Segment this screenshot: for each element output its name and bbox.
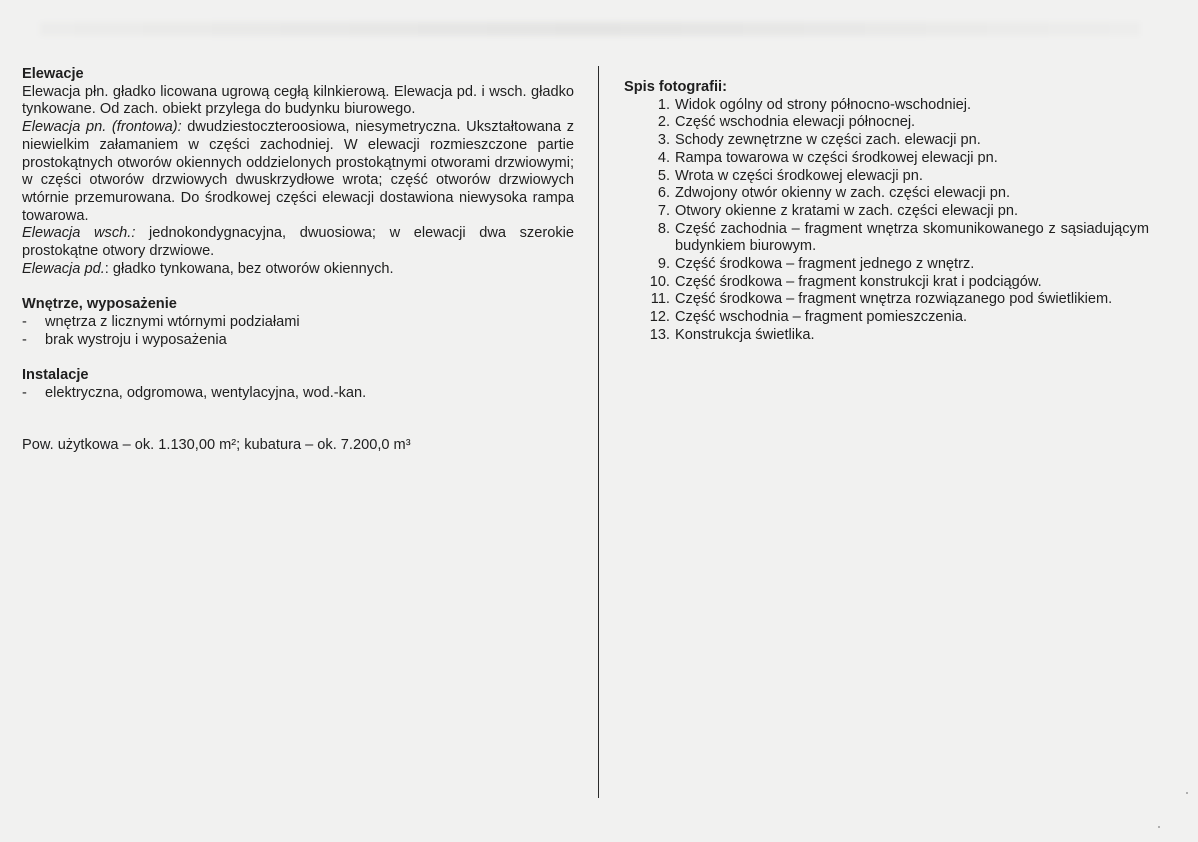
photo-caption: Schody zewnętrzne w części zach. elewacji pn. xyxy=(675,132,981,149)
elewacja-wsch-label: Elewacja wsch.: xyxy=(22,225,136,242)
photo-number: 11. xyxy=(650,291,670,308)
scan-speck xyxy=(1186,792,1188,794)
elewacja-pd-paragraph xyxy=(22,261,574,279)
photo-number: 7. xyxy=(657,202,670,219)
instalacje-heading: Instalacje xyxy=(22,366,89,383)
elewacje-general-text: Elewacja płn. gładko licowana ugrową cegłą kilnkierową. Elewacja pd. i wsch. gładko tynkowane. Od zach. obiekt przylega do budynku biurowego. xyxy=(22,83,574,118)
photo-list-item xyxy=(624,274,1164,292)
photo-caption: Otwory okienne z kratami w zach. części elewacji pn. xyxy=(675,202,1019,219)
list-item-text: wnętrza z licznymi wtórnymi podziałami xyxy=(45,313,300,330)
photo-caption: Część środkowa – fragment jednego z wnętrz. xyxy=(675,256,975,273)
photo-list-item xyxy=(624,256,1164,274)
elewacja-wsch-text: jednokondygnacyjna, dwuosiowa; w elewacji dwa szerokie prostokątne otwory drzwiowe. xyxy=(22,225,574,260)
wnetrze-heading: Wnętrze, wyposażenie xyxy=(22,296,177,313)
right-column xyxy=(624,79,1164,345)
photo-caption: Część zachodnia – fragment wnętrza skomunikowanego z sąsiadującym budynkiem biurowym. xyxy=(675,220,1149,255)
photo-caption: Część wschodnia – fragment pomieszczenia. xyxy=(675,309,968,326)
photo-number: 3. xyxy=(657,132,670,149)
elewacja-pn-paragraph xyxy=(22,119,574,225)
area-volume-text: Pow. użytkowa – ok. 1.130,00 m²; kubatura – ok. 7.200,0 m³ xyxy=(22,437,411,454)
photo-list-item xyxy=(624,327,1164,345)
photo-number: 1. xyxy=(657,96,670,113)
photo-list-item xyxy=(624,185,1164,203)
photo-list-item xyxy=(624,97,1164,115)
elewacja-pn-text: dwudziestoczteroosiowa, niesymetryczna. Ukształtowana z niewielkim załamaniem w części zachodniej. W elewacji rozmieszczone partie prostokątnych otworów okiennych oddzielonych prostokątnymi otworami drzwiowymi; w części otworów drzwiowych dwuskrzydłowe wrota; część otworów drzwiowych wtórnie przemurowana. Do środkowej części elewacji dostawiona niewysoka rampa towarowa. xyxy=(22,119,574,224)
photo-caption: Zdwojony otwór okienny w zach. części elewacji pn. xyxy=(675,185,1010,202)
photo-number: 8. xyxy=(657,220,670,237)
photo-caption: Część środkowa – fragment wnętrza rozwiązanego pod świetlikiem. xyxy=(675,291,1113,308)
wnetrze-list xyxy=(22,314,574,349)
spacer xyxy=(22,349,574,367)
photo-caption: Konstrukcja świetlika. xyxy=(675,326,815,343)
photo-list-item xyxy=(624,221,1164,256)
photo-number: 12. xyxy=(649,309,670,326)
photo-list-item xyxy=(624,203,1164,221)
elewacja-wsch-paragraph xyxy=(22,225,574,260)
photo-number: 6. xyxy=(657,185,670,202)
list-item xyxy=(22,385,574,403)
elewacja-pd-text: : gładko tynkowana, bez otworów okiennych. xyxy=(104,260,394,277)
photo-list-item xyxy=(624,114,1164,132)
photo-number: 13. xyxy=(649,326,670,343)
list-item xyxy=(22,314,574,332)
photo-list-item xyxy=(624,132,1164,150)
bleed-through-shadow xyxy=(40,22,1140,36)
list-item-text: brak wystroju i wyposażenia xyxy=(45,331,227,348)
photo-caption: Rampa towarowa w części środkowej elewacji pn. xyxy=(675,149,998,166)
list-item xyxy=(22,332,574,350)
photo-caption: Widok ogólny od strony północno-wschodniej. xyxy=(675,96,972,113)
photo-list-item xyxy=(624,168,1164,186)
wnetrze-section xyxy=(22,296,574,349)
list-item-text: elektryczna, odgromowa, wentylacyjna, wod.-kan. xyxy=(45,384,367,401)
instalacje-section xyxy=(22,367,574,402)
left-column xyxy=(22,66,574,455)
elewacja-pn-label: Elewacja pn. (frontowa): xyxy=(22,119,182,136)
spacer xyxy=(22,278,574,296)
photo-list-item xyxy=(624,291,1164,309)
dash-bullet: - xyxy=(22,384,27,401)
dash-bullet: - xyxy=(22,331,27,348)
photo-number: 10. xyxy=(649,273,670,290)
photo-caption: Część środkowa – fragment konstrukcji krat i podciągów. xyxy=(675,273,1042,290)
photo-number: 2. xyxy=(657,114,670,131)
photo-caption: Wrota w części środkowej elewacji pn. xyxy=(675,167,923,184)
photo-list-item xyxy=(624,150,1164,168)
dash-bullet: - xyxy=(22,313,27,330)
scan-speck xyxy=(1158,826,1160,828)
photo-number: 9. xyxy=(657,256,670,273)
elewacje-heading: Elewacje xyxy=(22,66,84,82)
photo-list-heading: Spis fotografii: xyxy=(624,79,727,95)
spacer xyxy=(22,402,574,437)
photo-number: 4. xyxy=(657,149,670,166)
photo-number: 5. xyxy=(657,167,670,184)
photo-list xyxy=(624,97,1164,345)
photo-caption: Część wschodnia elewacji północnej. xyxy=(675,114,916,131)
column-divider xyxy=(598,66,599,798)
elewacja-pd-label: Elewacja pd. xyxy=(22,260,105,277)
instalacje-list xyxy=(22,385,574,403)
elewacje-section xyxy=(22,66,574,278)
photo-list-item xyxy=(624,309,1164,327)
